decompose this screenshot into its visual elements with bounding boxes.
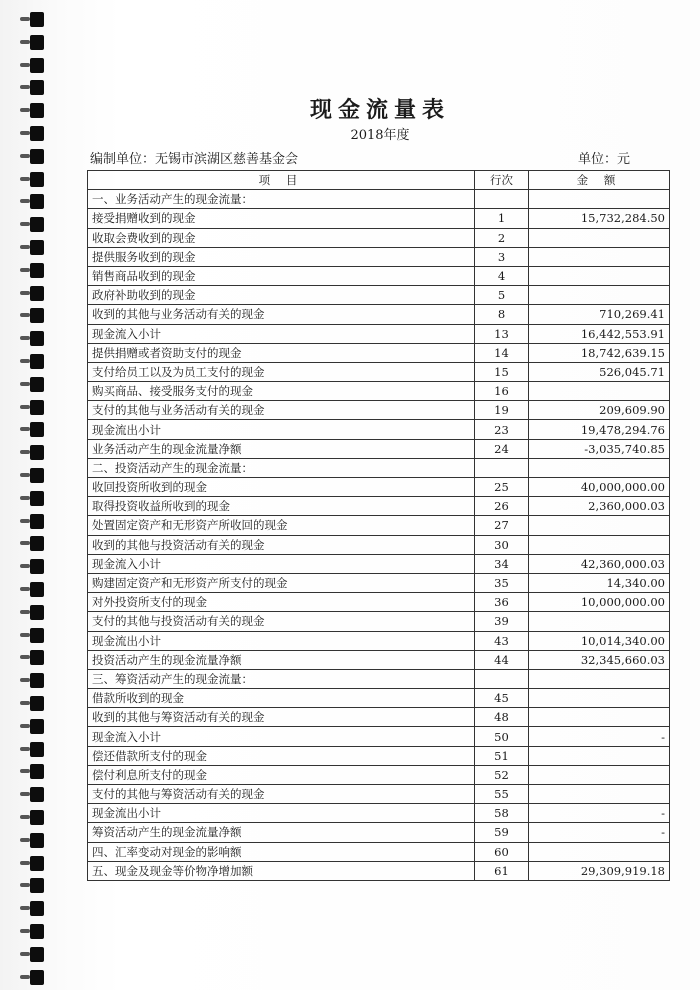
row-item-label: 接受捐赠收到的现金 [88, 209, 475, 228]
row-number: 4 [475, 266, 529, 285]
row-item-label: 现金流出小计 [88, 804, 475, 823]
row-amount [529, 247, 670, 266]
binding-ring [30, 673, 44, 688]
row-amount [529, 516, 670, 535]
row-number: 51 [475, 746, 529, 765]
binding-ring [30, 58, 44, 73]
table-row [88, 439, 670, 458]
row-item-label: 二、投资活动产生的现金流量： [88, 458, 475, 477]
row-number [475, 458, 529, 477]
row-amount [529, 765, 670, 784]
table-row [88, 343, 670, 362]
binding-ring [30, 582, 44, 597]
row-item-label: 偿还借款所支付的现金 [88, 746, 475, 765]
table-row [88, 593, 670, 612]
header-row-number: 行次 [475, 171, 529, 190]
row-amount: 14,340.00 [529, 573, 670, 592]
row-number: 43 [475, 631, 529, 650]
row-number: 8 [475, 305, 529, 324]
row-item-label: 取得投资收益所收到的现金 [88, 497, 475, 516]
binding-ring [30, 878, 44, 893]
row-number: 23 [475, 420, 529, 439]
table-row [88, 708, 670, 727]
header-line [90, 148, 630, 167]
row-number: 44 [475, 650, 529, 669]
row-number: 26 [475, 497, 529, 516]
row-item-label: 筹资活动产生的现金流量净额 [88, 823, 475, 842]
binding-ring [30, 445, 44, 460]
report-year: 2018年度 [350, 128, 410, 143]
binding-ring [30, 536, 44, 551]
row-amount [529, 669, 670, 688]
table-row [88, 689, 670, 708]
row-number: 58 [475, 804, 529, 823]
table-row [88, 266, 670, 285]
row-number: 5 [475, 286, 529, 305]
cash-flow-table [87, 170, 670, 881]
table-row [88, 765, 670, 784]
row-amount: 15,732,284.50 [529, 209, 670, 228]
spiral-binding [0, 0, 60, 990]
row-amount [529, 266, 670, 285]
row-amount: 40,000,000.00 [529, 478, 670, 497]
table-row [88, 746, 670, 765]
row-item-label: 现金流入小计 [88, 554, 475, 573]
table-row [88, 842, 670, 861]
row-number: 30 [475, 535, 529, 554]
binding-ring [30, 970, 44, 985]
row-item-label: 投资活动产生的现金流量净额 [88, 650, 475, 669]
row-amount [529, 842, 670, 861]
table-row [88, 612, 670, 631]
row-item-label: 提供捐赠或者资助支付的现金 [88, 343, 475, 362]
binding-ring [30, 331, 44, 346]
binding-ring [30, 605, 44, 620]
header-item: 项 目 [88, 171, 475, 190]
binding-ring [30, 194, 44, 209]
binding-ring [30, 354, 44, 369]
binding-ring [30, 924, 44, 939]
org-label: 编制单位：无锡市滨湖区慈善基金会 [90, 152, 299, 167]
row-number: 48 [475, 708, 529, 727]
row-item-label: 三、筹资活动产生的现金流量： [88, 669, 475, 688]
binding-ring [30, 696, 44, 711]
row-number: 16 [475, 382, 529, 401]
binding-ring [30, 833, 44, 848]
row-amount: 29,309,919.18 [529, 861, 670, 880]
row-amount: - [529, 727, 670, 746]
binding-ring [30, 787, 44, 802]
row-number: 15 [475, 362, 529, 381]
table-row [88, 478, 670, 497]
row-amount [529, 458, 670, 477]
row-amount: 42,360,000.03 [529, 554, 670, 573]
row-item-label: 支付的其他与筹资活动有关的现金 [88, 785, 475, 804]
row-amount: 10,000,000.00 [529, 593, 670, 612]
unit-label: 单位：元 [577, 152, 630, 167]
row-amount [529, 708, 670, 727]
row-item-label: 支付的其他与投资活动有关的现金 [88, 612, 475, 631]
table-row [88, 554, 670, 573]
binding-ring [30, 12, 44, 27]
table-row [88, 420, 670, 439]
row-amount [529, 286, 670, 305]
binding-ring [30, 172, 44, 187]
row-number: 45 [475, 689, 529, 708]
row-amount [529, 535, 670, 554]
row-item-label: 购建固定资产和无形资产所支付的现金 [88, 573, 475, 592]
table-row [88, 823, 670, 842]
row-item-label: 支付的其他与业务活动有关的现金 [88, 401, 475, 420]
table-row [88, 324, 670, 343]
row-amount [529, 228, 670, 247]
table-row [88, 228, 670, 247]
row-item-label: 偿付利息所支付的现金 [88, 765, 475, 784]
binding-ring [30, 400, 44, 415]
row-item-label: 处置固定资产和无形资产所收回的现金 [88, 516, 475, 535]
table-row [88, 727, 670, 746]
row-number [475, 190, 529, 209]
row-number: 13 [475, 324, 529, 343]
row-item-label: 支付给员工以及为员工支付的现金 [88, 362, 475, 381]
row-number: 52 [475, 765, 529, 784]
table-row [88, 209, 670, 228]
binding-ring [30, 35, 44, 50]
row-amount [529, 382, 670, 401]
row-number: 39 [475, 612, 529, 631]
row-number: 3 [475, 247, 529, 266]
row-amount: 209,609.90 [529, 401, 670, 420]
binding-ring [30, 742, 44, 757]
row-number: 14 [475, 343, 529, 362]
row-amount: 18,742,639.15 [529, 343, 670, 362]
row-item-label: 一、业务活动产生的现金流量： [88, 190, 475, 209]
table-row [88, 669, 670, 688]
row-amount: - [529, 823, 670, 842]
binding-ring [30, 719, 44, 734]
table-row [88, 535, 670, 554]
table-row [88, 785, 670, 804]
binding-ring [30, 491, 44, 506]
row-amount: 16,442,553.91 [529, 324, 670, 343]
binding-ring [30, 149, 44, 164]
row-number: 50 [475, 727, 529, 746]
table-row [88, 631, 670, 650]
row-item-label: 收取会费收到的现金 [88, 228, 475, 247]
table-row [88, 190, 670, 209]
binding-ring [30, 286, 44, 301]
row-item-label: 提供服务收到的现金 [88, 247, 475, 266]
binding-ring [30, 217, 44, 232]
binding-ring [30, 947, 44, 962]
row-number: 61 [475, 861, 529, 880]
page-title: 现金流量表 [309, 97, 450, 123]
row-number: 36 [475, 593, 529, 612]
binding-ring [30, 422, 44, 437]
table-row [88, 401, 670, 420]
row-number: 35 [475, 573, 529, 592]
table-row [88, 458, 670, 477]
row-item-label: 借款所收到的现金 [88, 689, 475, 708]
row-amount [529, 190, 670, 209]
row-item-label: 政府补助收到的现金 [88, 286, 475, 305]
row-number: 19 [475, 401, 529, 420]
binding-ring [30, 650, 44, 665]
row-amount: - [529, 804, 670, 823]
row-number: 55 [475, 785, 529, 804]
table-row [88, 247, 670, 266]
row-item-label: 收到的其他与业务活动有关的现金 [88, 305, 475, 324]
row-number [475, 669, 529, 688]
row-number: 1 [475, 209, 529, 228]
binding-ring [30, 810, 44, 825]
table-row [88, 516, 670, 535]
row-item-label: 收到的其他与投资活动有关的现金 [88, 535, 475, 554]
row-item-label: 购买商品、接受服务支付的现金 [88, 382, 475, 401]
row-number: 60 [475, 842, 529, 861]
row-amount: 526,045.71 [529, 362, 670, 381]
row-amount: 19,478,294.76 [529, 420, 670, 439]
row-item-label: 现金流入小计 [88, 727, 475, 746]
table-row [88, 382, 670, 401]
table-row [88, 861, 670, 880]
table-row [88, 650, 670, 669]
binding-ring [30, 628, 44, 643]
row-item-label: 现金流出小计 [88, 631, 475, 650]
row-item-label: 销售商品收到的现金 [88, 266, 475, 285]
row-item-label: 收到的其他与筹资活动有关的现金 [88, 708, 475, 727]
binding-ring [30, 856, 44, 871]
row-amount [529, 689, 670, 708]
binding-ring [30, 308, 44, 323]
row-item-label: 收回投资所收到的现金 [88, 478, 475, 497]
binding-ring [30, 901, 44, 916]
binding-ring [30, 377, 44, 392]
row-number: 59 [475, 823, 529, 842]
row-amount: 710,269.41 [529, 305, 670, 324]
table-row [88, 305, 670, 324]
table-row [88, 804, 670, 823]
row-amount: 2,360,000.03 [529, 497, 670, 516]
row-item-label: 五、现金及现金等价物净增加额 [88, 861, 475, 880]
binding-ring [30, 764, 44, 779]
row-number: 34 [475, 554, 529, 573]
row-amount [529, 612, 670, 631]
binding-ring [30, 468, 44, 483]
binding-ring [30, 263, 44, 278]
binding-ring [30, 559, 44, 574]
table-row [88, 497, 670, 516]
row-amount [529, 746, 670, 765]
row-amount: 10,014,340.00 [529, 631, 670, 650]
row-item-label: 现金流出小计 [88, 420, 475, 439]
binding-ring [30, 240, 44, 255]
binding-ring [30, 514, 44, 529]
row-item-label: 业务活动产生的现金流量净额 [88, 439, 475, 458]
header-amount: 金 额 [529, 171, 670, 190]
table-header-row [88, 171, 670, 190]
row-item-label: 四、汇率变动对现金的影响额 [88, 842, 475, 861]
table-row [88, 362, 670, 381]
row-item-label: 现金流入小计 [88, 324, 475, 343]
table-row [88, 573, 670, 592]
table-row [88, 286, 670, 305]
row-item-label: 对外投资所支付的现金 [88, 593, 475, 612]
row-number: 27 [475, 516, 529, 535]
row-number: 25 [475, 478, 529, 497]
row-number: 24 [475, 439, 529, 458]
row-number: 2 [475, 228, 529, 247]
row-amount [529, 785, 670, 804]
row-amount: 32,345,660.03 [529, 650, 670, 669]
row-amount: -3,035,740.85 [529, 439, 670, 458]
